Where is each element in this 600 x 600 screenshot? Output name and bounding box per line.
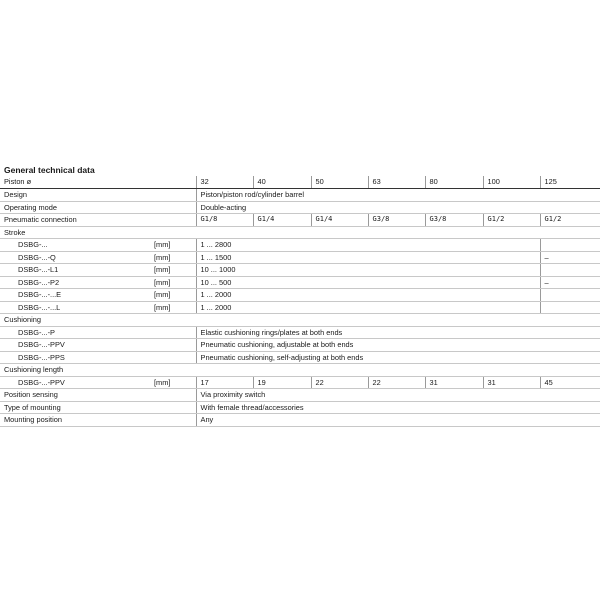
row-cushioning-length-ppv: [0, 376, 600, 389]
stroke-variant-label: DSBG-...-Q: [0, 251, 152, 264]
stroke-variant-label: DSBG-...-P2: [0, 276, 152, 289]
value-mounting-position: Any: [196, 414, 600, 427]
row-cushioning-1: [0, 326, 600, 339]
row-stroke: [0, 226, 600, 239]
label-type-of-mounting: Type of mounting: [0, 401, 196, 414]
size-80: 80: [425, 176, 483, 189]
stroke-variant-label: DSBG-...-...L: [0, 301, 152, 314]
row-stroke-2: [0, 251, 600, 264]
cushioning-length-unit: [mm]: [152, 376, 196, 389]
cushioning-value: Pneumatic cushioning, self-adjusting at both ends: [196, 351, 600, 364]
stroke-unit: [mm]: [152, 289, 196, 302]
value-operating-mode: Double-acting: [196, 201, 600, 214]
size-40: 40: [253, 176, 311, 189]
stroke-extra: [540, 264, 600, 277]
stroke-unit: [mm]: [152, 276, 196, 289]
section-title: General technical data: [4, 165, 95, 175]
cushioning-length-variant-label: DSBG-...-PPV: [0, 376, 152, 389]
stroke-extra: –: [540, 276, 600, 289]
connection-125: G1/2: [540, 214, 600, 227]
connection-80: G3/8: [425, 214, 483, 227]
value-position-sensing: Via proximity switch: [196, 389, 600, 402]
label-cushioning-length: Cushioning length: [0, 364, 600, 377]
row-cushioning-length: [0, 364, 600, 377]
stroke-extra: –: [540, 251, 600, 264]
cushioning-length-80: 31: [425, 376, 483, 389]
stroke-value: 1 ... 2000: [196, 289, 540, 302]
size-32: 32: [196, 176, 253, 189]
stroke-value: 1 ... 2000: [196, 301, 540, 314]
stroke-unit: [mm]: [152, 301, 196, 314]
label-stroke: Stroke: [0, 226, 600, 239]
cushioning-length-32: 17: [196, 376, 253, 389]
row-position-sensing: [0, 389, 600, 402]
size-100: 100: [483, 176, 540, 189]
row-stroke-3: [0, 264, 600, 277]
row-stroke-6: [0, 301, 600, 314]
label-operating-mode: Operating mode: [0, 201, 196, 214]
row-cushioning: [0, 314, 600, 327]
label-pneumatic-connection: Pneumatic connection: [0, 214, 196, 227]
size-50: 50: [311, 176, 368, 189]
cushioning-length-50: 22: [311, 376, 368, 389]
connection-32: G1/8: [196, 214, 253, 227]
connection-100: G1/2: [483, 214, 540, 227]
piston-label: Piston ø: [0, 176, 196, 189]
cushioning-variant-label: DSBG-...-PPS: [0, 351, 196, 364]
stroke-extra: [540, 289, 600, 302]
row-design: [0, 189, 600, 202]
label-design: Design: [0, 189, 196, 202]
stroke-extra: [540, 239, 600, 252]
row-stroke-5: [0, 289, 600, 302]
stroke-extra: [540, 301, 600, 314]
row-mounting-position: [0, 414, 600, 427]
cushioning-length-100: 31: [483, 376, 540, 389]
label-cushioning: Cushioning: [0, 314, 600, 327]
cushioning-value: Pneumatic cushioning, adjustable at both ends: [196, 339, 600, 352]
size-63: 63: [368, 176, 425, 189]
stroke-value: 10 ... 500: [196, 276, 540, 289]
row-cushioning-2: [0, 339, 600, 352]
stroke-variant-label: DSBG-...-L1: [0, 264, 152, 277]
size-125: 125: [540, 176, 600, 189]
cushioning-value: Elastic cushioning rings/plates at both ends: [196, 326, 600, 339]
cushioning-length-40: 19: [253, 376, 311, 389]
technical-data-table: [0, 176, 600, 427]
stroke-variant-label: DSBG-...: [0, 239, 152, 252]
row-operating-mode: [0, 201, 600, 214]
connection-40: G1/4: [253, 214, 311, 227]
label-mounting-position: Mounting position: [0, 414, 196, 427]
stroke-unit: [mm]: [152, 251, 196, 264]
stroke-variant-label: DSBG-...-...E: [0, 289, 152, 302]
row-cushioning-3: [0, 351, 600, 364]
connection-63: G3/8: [368, 214, 425, 227]
stroke-unit: [mm]: [152, 264, 196, 277]
cushioning-variant-label: DSBG-...-P: [0, 326, 196, 339]
stroke-unit: [mm]: [152, 239, 196, 252]
value-design: Piston/piston rod/cylinder barrel: [196, 189, 600, 202]
label-position-sensing: Position sensing: [0, 389, 196, 402]
cushioning-variant-label: DSBG-...-PPV: [0, 339, 196, 352]
connection-50: G1/4: [311, 214, 368, 227]
cushioning-length-63: 22: [368, 376, 425, 389]
stroke-value: 1 ... 1500: [196, 251, 540, 264]
row-stroke-4: [0, 276, 600, 289]
row-pneumatic-connection: [0, 214, 600, 227]
cushioning-length-125: 45: [540, 376, 600, 389]
stroke-value: 10 ... 1000: [196, 264, 540, 277]
row-stroke-1: [0, 239, 600, 252]
row-type-of-mounting: [0, 401, 600, 414]
value-type-of-mounting: With female thread/accessories: [196, 401, 600, 414]
header-row: [0, 176, 600, 189]
stroke-value: 1 ... 2800: [196, 239, 540, 252]
